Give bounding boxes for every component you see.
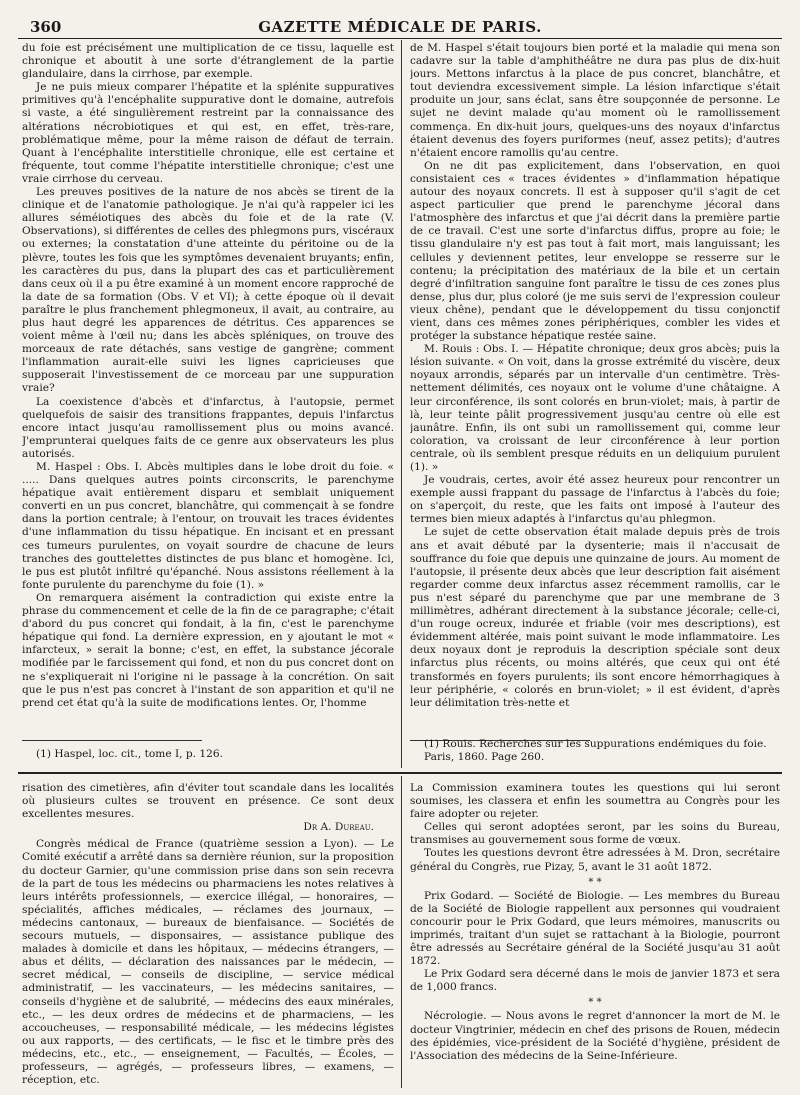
signature: Dr A. Dureau. (303, 821, 374, 834)
page-number: 360 (30, 18, 62, 36)
page-header (18, 12, 782, 39)
congres-notice: Congrès médical de France (quatrième session a Lyon). — Le Comité exécutif a arrêté dans sa dernière réunion, sur la proposition du docteur Garnier, qu'une commission prise dans son sein recevra de la part de tous les médecins ou pharmaciens les notes relatives à leurs intérêts professionnels, — exercice illégal, — honoraires, — spécialités, affiches médicales, — réclames des journaux, — médecins cantonaux, — bureaux de bienfaisance. — Sociétés de secours mutuels, — disponsaires, — assistance publique des malades à domicile et dans les hôpitaux, — médecins étrangers, — abus et délits, — déclaration des naissances par le médecin, — secret médical, — conseils de discipline, — service médical administratif, — les vaccinateurs, — les médecins sanitaires, — conseils d'hygiène et de salubrité, — médecins des eaux minérales, etc., — les deux ordres de médecins et de pharmaciens, — les accoucheuses, — responsabilité médicale, — les médecins légistes ou aux rapports, — des certificats, — le fisc et le timbre près des médecins, etc., etc., — enseignement, — Facultés, — Écoles, — professeurs, — agrégés, — professeurs libres, — examens, — réception, etc. (22, 838, 394, 1087)
lower-left-column (22, 782, 394, 1087)
paragraph: de M. Haspel s'était toujours bien porté et la maladie qui mena son cadavre sur la table d'amphithéâtre ne dura pas plus de dix-huit jours. Mettons infarctus à la place de pus concret, blanchâtre, et tout deviendra excessivement simple. La lésion infarctique s'était produite un jour, sans éclat, sans être soupçonnée de personne. Le sujet ne devint malade qu'au moment où le ramollissement commença. En dix-huit jours, quelques-uns des noyaux d'infarctus étaient devenus des foyers puriformes (neuf, assez petits); d'autres n'étaient encore ramollis qu'au centre. (410, 42, 780, 159)
paragraph: Je voudrais, certes, avoir été assez heureux pour rencontrer un exemple aussi frappant du passage de l'infarctus à l'abcès du foie; on s'aperçoit, du reste, que les faits ont imposé à l'auteur des termes bien mieux adaptés à l'infarctus qu'au phlegmon. (410, 474, 780, 526)
upper-left-column (22, 42, 394, 732)
paragraph: du foie est précisément une multiplication de ce tissu, laquelle est chronique et aboutit à une sorte d'étranglement de la partie glandulaire, dans la cirrhose, par exemple. (22, 42, 394, 81)
paragraph: risation des cimetières, afin d'éviter tout scandale dans les localités où plusieurs cultes se trouvent en présence. Ce sont deux excellentes mesures. (22, 782, 394, 821)
separator-stars: * * (588, 876, 602, 888)
necrologie-notice: Nécrologie. — Nous avons le regret d'annoncer la mort de M. le docteur Vingtrinier, médecin en chef des prisons de Rouen, médecin des épidémies, vice-président de la Société d'hygiène, président de l'Association des médecins de la Seine-Inférieure. (410, 1010, 780, 1062)
upper-right-column (410, 42, 780, 732)
journal-title: GAZETTE MÉDICALE DE PARIS. (258, 18, 542, 36)
paragraph: Le Prix Godard sera décerné dans le mois de janvier 1873 et sera de 1,000 francs. (410, 968, 780, 994)
column-divider (401, 776, 402, 1088)
footnote-right: (1) Rouis. Recherches sur les suppurations endémiques du foie. Paris, 1860. Page 260. (424, 738, 767, 763)
paragraph: Celles qui seront adoptées seront, par les soins du Bureau, transmises au gouvernement sous forme de vœux. (410, 821, 780, 847)
paragraph: La Commission examinera toutes les questions qui lui seront soumises, les classera et enfin les soumettra au Congrès pour les faire adopter ou rejeter. (410, 782, 780, 821)
prix-godard-notice: Prix Godard. — Société de Biologie. — Les membres du Bureau de la Société de Biologie rappellent aux personnes qui voudraient concourir pour le Prix Godard, que leurs mémoires, manuscrits ou imprimés, traitant d'un sujet se rattachant à la Biologie, pourront être adressés au Secrétaire général de la Société jusqu'au 31 août 1872. (410, 889, 780, 968)
paragraph: M. Haspel : Obs. I. Abcès multiples dans le lobe droit du foie. « ..... Dans quelques autres points circonscrits, le parenchyme hépatique avait entièrement disparu et semblait uniquement converti en un pus concret, blanchâtre, qui commençait à se fondre dans la portion centrale; à l'entour, on trouvait les traces évidentes d'une inflammation du tissu hépatique. En incisant et en pressant ces tumeurs purulentes, on voyait sourdre de chacune de leurs tranches des gouttelettes distinctes de pus blanc et homogène. Ici, le pus est plutôt infiltré qu'épanché. Nous assistons réellement à la fonte purulente du parenchyme du foie (1). » (22, 461, 394, 591)
paragraph: Toutes les questions devront être adressées à M. Dron, secrétaire général du Congrès, rue Pizay, 5, avant le 31 août 1872. (410, 847, 780, 873)
lower-right-column (410, 782, 780, 1087)
footnote-left: (1) Haspel, loc. cit., tome I, p. 126. (36, 748, 223, 760)
paragraph: La coexistence d'abcès et d'infarctus, à l'autopsie, permet quelquefois de saisir des transitions frappantes, depuis l'infarctus encore intact jusqu'au ramollissement plus ou moins avancé. J'emprunterai quelques faits de ce genre aux observateurs les plus autorisés. (22, 395, 394, 460)
paragraph: Je ne puis mieux comparer l'hépatite et la splénite suppuratives primitives qu'à l'encéphalite suppurative dont le domaine, autrefois si vaste, a été singulièrement restreint par la connaissance des altérations nécrobiotiques et qui est, en effet, très-rare, problématique même, pour la même raison de défaut de terrain. Quant à l'encéphalite interstitielle chronique, elle est certaine et fréquente, tout comme l'hépatite interstitielle chronique; c'est une vraie cirrhose du cerveau. (22, 81, 394, 185)
separator-stars: * * (588, 997, 602, 1009)
paragraph: On ne dit pas explicitement, dans l'observation, en quoi consistaient ces « traces évidentes » d'inflammation hépatique autour des noyaux concrets. Il est à supposer qu'il s'agit de cet aspect particulier que prend le parenchyme jécoral dans l'atmosphère des infarctus et que j'ai décrit dans la première partie de ce travail. C'est une sorte d'infarctus diffus, propre au foie; le tissu glandulaire n'y est pas tout à fait mort, mais languissant; les cellules y deviennent petites, leur enveloppe se resserre sur le contenu; la précipitation des matériaux de la bile et un certain degré d'infiltration sanguine font paraître le tissu de ces zones plus dense, plus dur, plus coloré (je me suis servi de l'expression couleur vieux chêne), pendant que le développement du tissu conjonctif vient, dans ces mêmes zones périphériques, combler les vides et protéger la substance hépatique restée saine. (410, 159, 780, 343)
paragraph: Le sujet de cette observation était malade depuis près de trois ans et avait débuté par la dysenterie; mais il n'accusait de souffrance du foie que depuis une quinzaine de jours. Au moment de l'autopsie, il présente deux abcès que leur description fait aisément regarder comme deux infarctus assez récemment ramollis, car le pus n'est séparé du parenchyme que par une membrane de 3 millimètres, adhérant directement à la substance jécorale; celle-ci, d'un rouge ocreux, indurée et friable (voir mes descriptions), est évidemment altérée, mais point suivant le mode inflammatoire. Les deux noyaux dont je reproduis la description spéciale sont deux infarctus plus récents, ou moins altérés, que ceux qui ont été transformés en foyers purulents; ils sont encore hémorrhagiques à leur périphérie, « colorés en brun-violet; » il est évident, d'après leur délimitation très-nette et (410, 526, 780, 709)
paragraph: Les preuves positives de la nature de nos abcès se tirent de la clinique et de l'anatomie pathologique. Je n'ai qu'à rappeler ici les allures séméiotiques des abcès du foie et de la rate (V. Observations), si différentes de celles des phlegmons purs, viscéraux ou externes; la constatation d'une atteinte du péritoine ou de la plèvre, toutes les fois que les symptômes devenaient bruyants; enfin, les caractères du pus, dans la plupart des cas et particulièrement dans ceux où il a pu être examiné à un moment encore rapproché de la date de sa formation (Obs. V et VI); à cette époque où il devait paraître le plus franchement phlegmoneux, il avait, au contraire, au plus haut degré les apparences de détritus. Ces apparences se voient même à l'œil nu; dans les abcès spléniques, on trouve des morceaux de rate détachés, sans vestige de gangrène; comment l'inflammation aurait-elle suivi les lignes capricieuses que supposerait l'investissement de ce morceau par une suppuration vraie? (22, 186, 394, 395)
column-divider (401, 40, 402, 768)
footnote-rule (22, 740, 202, 741)
section-divider (18, 772, 782, 774)
paragraph: M. Rouis : Obs. I. — Hépatite chronique; deux gros abcès; puis la lésion suivante. « On voit, dans la grosse extrémité du viscère, deux noyaux arrondis, séparés par un intervalle d'un centimètre. Très-nettement délimités, ces noyaux ont le volume d'une châtaigne. A leur circonférence, ils sont colorés en brun-violet; mais, à partir de là, leur teinte pâlit progressivement jusqu'au centre où elle est jaunâtre. Enfin, ils ont subi un ramollissement qui, comme leur coloration, va croissant de leur circonférence à leur portion centrale, où ils semblent presque réduits en un deliquium purulent (1). » (410, 343, 780, 473)
paragraph: On remarquera aisément la contradiction qui existe entre la phrase du commencement et celle de la fin de ce paragraphe; c'était d'abord du pus concret qui fondait, à la fin, c'est le parenchyme hépatique qui fond. La dernière expression, en y ajoutant le mot « infarcteux, » serait la bonne; c'est, en effet, la substance jécorale modifiée par le farcissement qui fond, et non du pus concret dont on ne s'expliquerait ni l'origine ni le passage à la concrétion. On sait que le pus n'est pas concret à l'instant de son apparition et qu'il ne prend cet état qu'à la suite de modifications lentes. Or, l'homme (22, 591, 394, 709)
